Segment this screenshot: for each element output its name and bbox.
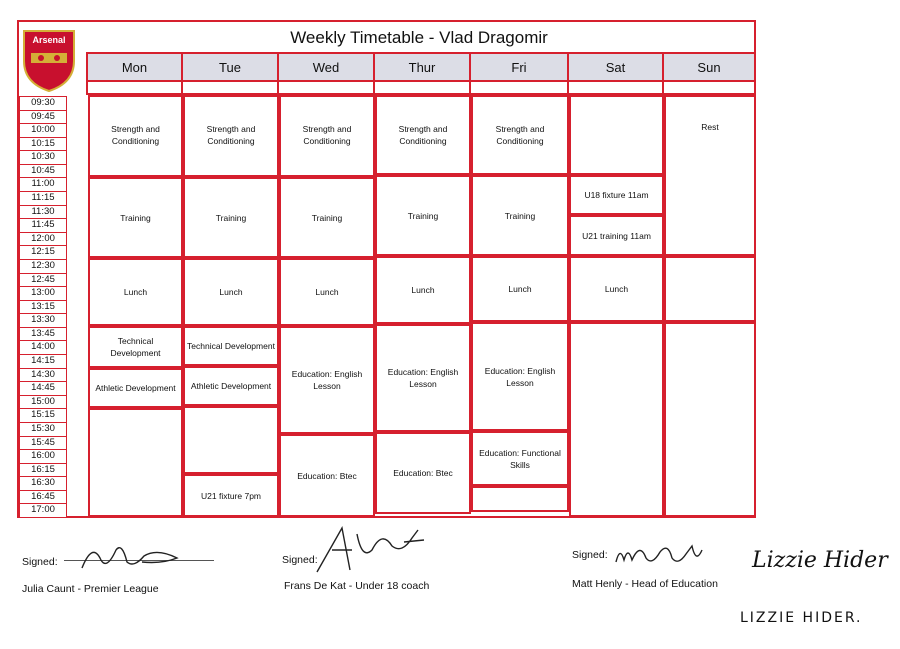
activity-cell: Strength and Conditioning	[471, 95, 569, 175]
signature-mark	[72, 538, 192, 578]
activity-cell: Rest	[664, 95, 756, 256]
time-slot: 11:45	[19, 218, 67, 233]
signed-label: Signed:	[282, 554, 318, 566]
empty-cell	[471, 486, 569, 512]
time-slot: 12:45	[19, 273, 67, 288]
handwritten-name: LIZZIE HIDER.	[740, 610, 863, 626]
time-slot: 13:30	[19, 313, 67, 328]
time-slot: 16:45	[19, 490, 67, 505]
time-slot: 15:30	[19, 422, 67, 437]
activity-cell: U18 fixture 11am	[569, 175, 664, 215]
empty-cell	[569, 95, 664, 175]
handwritten-signature: Lizzie Hider	[752, 548, 888, 573]
time-slot: 12:15	[19, 245, 67, 260]
empty-cell	[664, 322, 756, 517]
time-slot: 15:00	[19, 395, 67, 410]
signatory-name: Frans De Kat - Under 18 coach	[284, 580, 430, 592]
day-header-sat: Sat	[567, 52, 664, 82]
header-subrow	[86, 82, 183, 95]
activity-cell: Strength and Conditioning	[375, 95, 471, 175]
header-subrow	[181, 82, 279, 95]
activity-cell: Lunch	[183, 258, 279, 326]
time-slot: 14:45	[19, 381, 67, 396]
activity-cell: U21 fixture 7pm	[183, 474, 279, 517]
day-header-fri: Fri	[469, 52, 569, 82]
time-slot: 16:00	[19, 449, 67, 464]
activity-cell: Training	[183, 177, 279, 258]
header-subrow	[373, 82, 471, 95]
time-slot: 10:15	[19, 137, 67, 152]
activity-cell: Lunch	[279, 258, 375, 326]
time-slot: 16:30	[19, 476, 67, 491]
activity-cell: Strength and Conditioning	[279, 95, 375, 177]
activity-cell: Training	[88, 177, 183, 258]
activity-cell: Training	[279, 177, 375, 258]
activity-cell: Lunch	[569, 256, 664, 322]
signature-mark	[312, 520, 432, 580]
time-slot: 13:15	[19, 300, 67, 315]
activity-cell: Training	[471, 175, 569, 256]
activity-cell: Education: English Lesson	[471, 322, 569, 431]
activity-cell: Lunch	[88, 258, 183, 326]
activity-cell: Lunch	[471, 256, 569, 322]
day-header-sun: Sun	[662, 52, 756, 82]
time-slot: 14:15	[19, 354, 67, 369]
club-logo	[19, 27, 79, 93]
time-slot: 09:30	[19, 96, 67, 111]
day-header-thur: Thur	[373, 52, 471, 82]
signed-label: Signed:	[572, 549, 608, 561]
activity-cell: Athletic Development	[183, 366, 279, 406]
time-slot: 10:30	[19, 150, 67, 165]
page-title: Weekly Timetable - Vlad Dragomir	[290, 28, 548, 47]
time-slot: 13:45	[19, 327, 67, 342]
header-subrow	[662, 82, 756, 95]
time-slot: 15:15	[19, 408, 67, 423]
empty-cell	[88, 408, 183, 517]
empty-cell	[183, 406, 279, 474]
time-slot: 12:00	[19, 232, 67, 247]
time-slot: 16:15	[19, 463, 67, 478]
activity-cell: Education: Functional Skills	[471, 431, 569, 486]
time-slot: 11:00	[19, 177, 67, 192]
time-slot: 14:00	[19, 340, 67, 355]
empty-cell	[664, 256, 756, 322]
time-slot: 10:00	[19, 123, 67, 138]
time-slot: 14:30	[19, 368, 67, 383]
activity-cell: Education: Btec	[375, 432, 471, 514]
activity-cell: Strength and Conditioning	[88, 95, 183, 177]
time-slot: 09:45	[19, 110, 67, 125]
logo-text: Arsenal	[32, 35, 66, 45]
activity-cell: U21 training 11am	[569, 215, 664, 256]
signatory-name: Matt Henly - Head of Education	[572, 578, 718, 590]
day-header-mon: Mon	[86, 52, 183, 82]
header-subrow	[277, 82, 375, 95]
time-slot: 11:15	[19, 191, 67, 206]
time-slot: 10:45	[19, 164, 67, 179]
time-slot: 13:00	[19, 286, 67, 301]
header-subrow	[469, 82, 569, 95]
activity-cell: Strength and Conditioning	[183, 95, 279, 177]
activity-cell: Education: Btec	[279, 434, 375, 517]
time-slot: 17:00	[19, 503, 67, 518]
activity-cell: Education: English Lesson	[279, 326, 375, 434]
day-header-wed: Wed	[277, 52, 375, 82]
time-slot: 15:45	[19, 436, 67, 451]
empty-cell	[569, 322, 664, 517]
activity-cell: Technical Development	[183, 326, 279, 366]
signature-mark	[612, 536, 712, 570]
signatory-name: Julia Caunt - Premier League	[22, 583, 159, 595]
time-slot: 11:30	[19, 205, 67, 220]
activity-cell: Technical Development	[88, 326, 183, 368]
day-header-tue: Tue	[181, 52, 279, 82]
activity-cell: Lunch	[375, 256, 471, 324]
header-subrow	[567, 82, 664, 95]
activity-cell: Education: English Lesson	[375, 324, 471, 432]
activity-cell: Athletic Development	[88, 368, 183, 408]
signed-label: Signed:	[22, 556, 58, 568]
time-column	[19, 96, 67, 517]
time-slot: 12:30	[19, 259, 67, 274]
activity-cell: Training	[375, 175, 471, 256]
